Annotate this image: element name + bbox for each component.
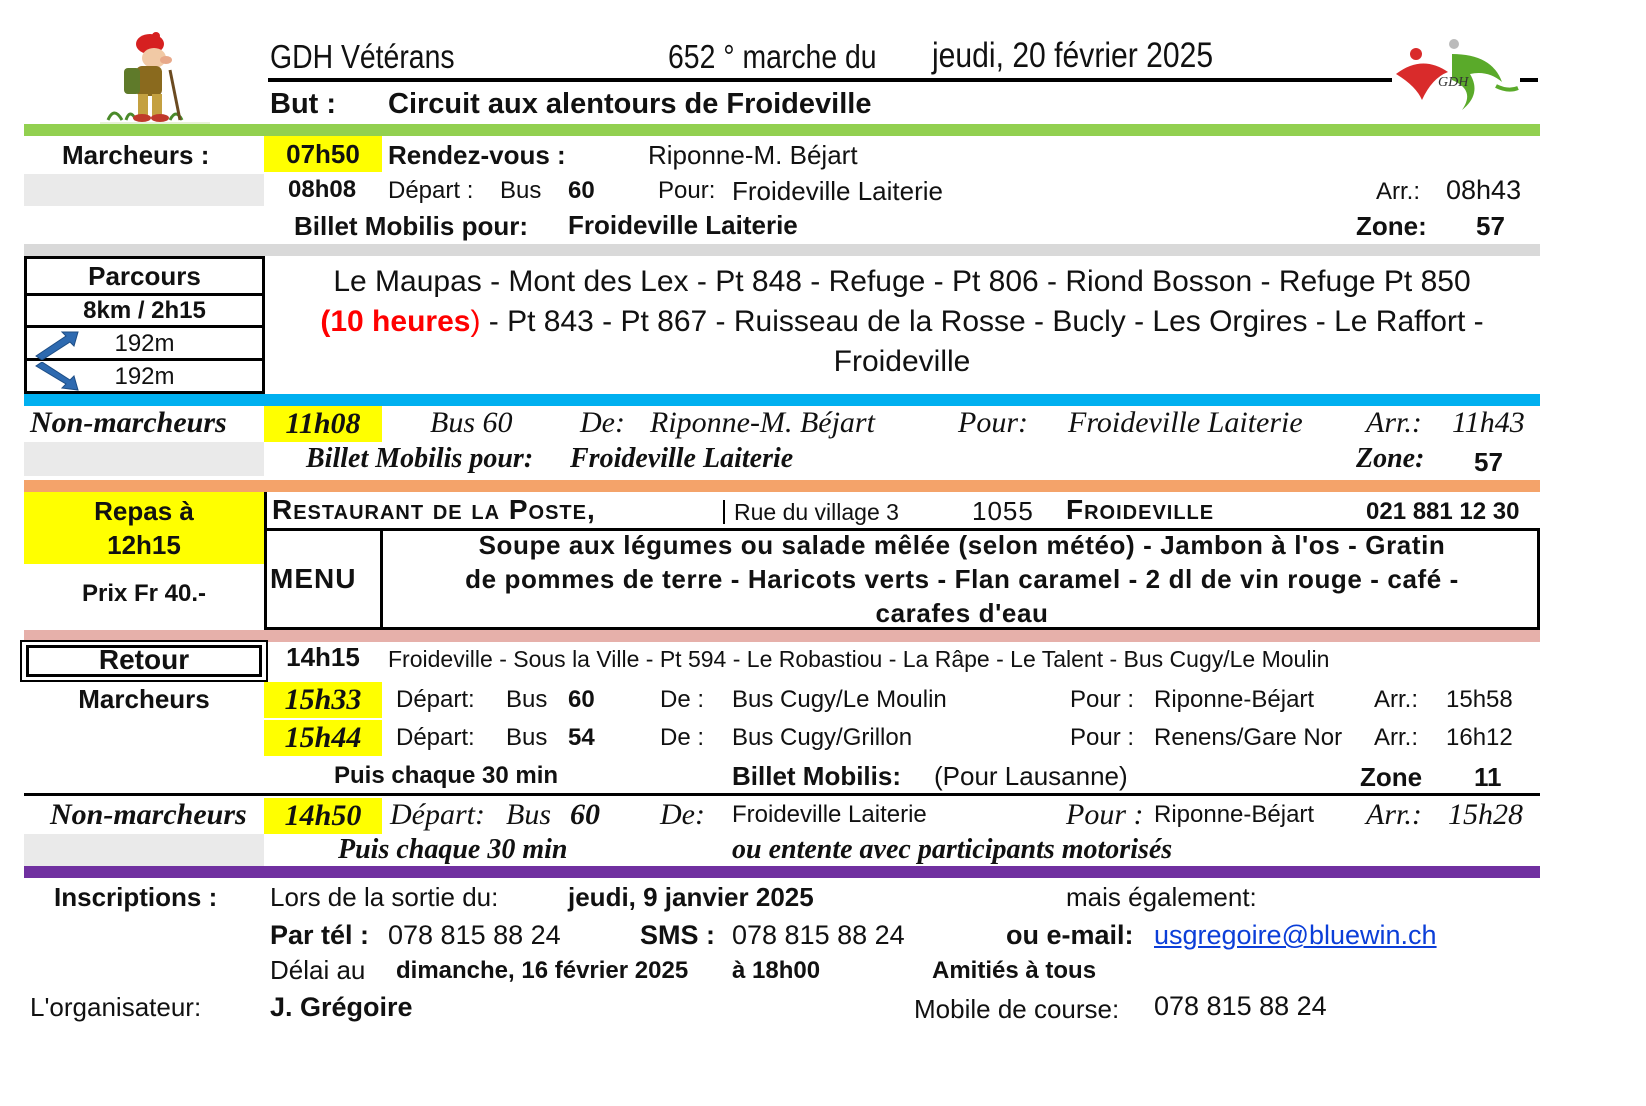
non-walkers-label: Non-marcheurs (30, 406, 227, 439)
section-divider-grey (24, 244, 1540, 256)
organizer-label: L'organisateur: (30, 992, 202, 1022)
to-label: Pour : (1070, 686, 1135, 713)
walk-date: jeudi, 20 février 2025 (932, 36, 1214, 75)
menu-line-1: Soupe aux légumes ou salade mêlée (selon météo) - Jambon à l'os - Gratin (478, 530, 1446, 560)
to-place: Riponne-Béjart (1154, 801, 1315, 828)
from-label: De : (660, 724, 705, 751)
goal-label: But : (270, 88, 337, 120)
arrival-label: Arr.: (1366, 406, 1422, 439)
route-line-1: Le Maupas - Mont des Lex - Pt 848 - Refuge - Pt 806 - Riond Bosson - Refuge Pt 850 (333, 265, 1471, 298)
restaurant-phone: 021 881 12 30 (1366, 498, 1520, 525)
meal-label: Repas à (94, 496, 194, 526)
non-walkers-bus: Bus 60 (430, 406, 513, 439)
from-place: Bus Cugy/Grillon (732, 724, 913, 751)
deadline-label: Délai au (270, 955, 366, 985)
to-place: Renens/Gare Nor (1154, 724, 1343, 751)
sms-label: SMS : (640, 920, 716, 950)
arrival-time: 15h28 (1448, 798, 1523, 831)
header-underline-end (1520, 78, 1538, 82)
walkers-label: Marcheurs : (62, 140, 210, 170)
sms-number: 078 815 88 24 (732, 920, 905, 950)
meal-time: 12h15 (107, 530, 181, 560)
restaurant-street: Rue du village 3 (734, 499, 899, 525)
arrival-time: 16h12 (1446, 724, 1513, 751)
arrival-label: Arr.: (1376, 178, 1421, 205)
from-label: De: (580, 406, 625, 439)
restaurant-town: Froideville (1066, 494, 1215, 525)
ticket-place: (Pour Lausanne) (934, 761, 1128, 791)
ticket-label: Billet Mobilis pour: (294, 211, 528, 241)
route-distance: 8km / 2h15 (83, 297, 206, 324)
ticket-label: Billet Mobilis pour: (306, 443, 534, 474)
from-place: Froideville Laiterie (732, 801, 927, 828)
from-place: Riponne-M. Béjart (650, 406, 875, 439)
grey-cell (24, 834, 264, 866)
route-line-3: Froideville (833, 345, 971, 378)
section-divider-purple (24, 866, 1540, 878)
goal-text: Circuit aux alentours de Froideville (388, 88, 872, 120)
return-route: Froideville - Sous la Ville - Pt 594 - Le Robastiou - La Râpe - Le Talent - Bus Cugy/Le Moulin (388, 646, 1330, 672)
grey-cell (24, 442, 264, 476)
zone-number: 57 (1474, 447, 1503, 477)
email-label: ou e-mail: (1006, 920, 1134, 950)
elevation-up: 192m (114, 330, 175, 357)
return-non-walkers-label: Non-marcheurs (50, 798, 247, 831)
to-label: Pour : (1070, 724, 1135, 751)
organizer-name: J. Grégoire (270, 992, 413, 1022)
arrival-time: 11h43 (1452, 406, 1525, 439)
logo-text: GDH (1438, 75, 1469, 90)
bus-label: Bus (506, 724, 548, 751)
deadline-date: dimanche, 16 février 2025 (396, 957, 689, 984)
walk-number: 652 ° marche du (668, 38, 877, 75)
meet-label: Rendez-vous : (388, 140, 566, 170)
tel-label: Par tél : (270, 920, 370, 950)
mobile-label: Mobile de course: (914, 994, 1120, 1024)
hiker-mascot (100, 28, 210, 130)
return-non-walkers-time: 14h50 (264, 798, 382, 834)
divider (24, 325, 265, 328)
route-title: Parcours (88, 261, 201, 291)
arrival-label: Arr.: (1374, 686, 1419, 713)
zone-label: Zone: (1356, 211, 1427, 241)
header-underline (268, 78, 1392, 82)
arrival-time: 08h43 (1446, 175, 1522, 205)
carpool-note: ou entente avec participants motorisés (732, 834, 1173, 865)
return-bus-time: 15h33 (264, 682, 382, 718)
to-place: Riponne-Béjart (1154, 686, 1315, 713)
registration-also: mais également: (1066, 882, 1257, 912)
route-line-2: (10 heures) - Pt 843 - Pt 867 - Ruisseau de la Rosse - Bucly - Les Orgires - Le Raffort - (320, 305, 1484, 338)
return-bus-time: 15h44 (264, 720, 382, 756)
section-divider-blue (24, 394, 1540, 406)
to-label: Pour : (1066, 798, 1144, 831)
route-start-time: (10 heures (320, 305, 471, 338)
non-walkers-time: 11h08 (264, 406, 382, 442)
meal-price: Prix Fr 40.- (81, 580, 207, 607)
bus-label: Bus (506, 686, 548, 713)
email-link[interactable]: usgregoire@bluewin.ch (1154, 920, 1437, 950)
restaurant-name: Restaurant de la Poste, (272, 494, 596, 525)
return-time: 14h15 (286, 642, 360, 672)
ticket-label: Billet Mobilis: (732, 761, 901, 791)
arrival-time: 15h58 (1446, 686, 1513, 713)
divider (24, 793, 1540, 796)
registration-during: Lors de la sortie du: (270, 882, 499, 912)
meet-place: Riponne-M. Béjart (648, 140, 858, 170)
departure-label: Départ: (396, 686, 475, 713)
to-place: Froideville Laiterie (732, 176, 943, 206)
deadline-time: à 18h00 (732, 957, 821, 984)
ticket-place: Froideville Laiterie (570, 443, 794, 474)
departure-label: Départ : (388, 177, 474, 204)
bus-label: Bus (500, 177, 542, 204)
frequency: Puis chaque 30 min (334, 762, 559, 789)
org-title: GDH Vétérans (270, 38, 455, 75)
gdh-logo (1392, 34, 1520, 116)
frequency: Puis chaque 30 min (338, 834, 568, 865)
menu-line-2: de pommes de terre - Haricots verts - Flan caramel - 2 dl de vin rouge - café - (465, 564, 1459, 594)
divider (723, 500, 725, 524)
menu-label: MENU (270, 563, 357, 594)
section-divider-green (24, 124, 1540, 136)
from-label: De : (660, 686, 705, 713)
zone-label: Zone: (1356, 443, 1425, 474)
ticket-place: Froideville Laiterie (568, 210, 798, 240)
bus-number: 60 (568, 177, 595, 204)
return-walkers-label: Marcheurs (78, 684, 210, 714)
restaurant-zip: 1055 (972, 496, 1034, 526)
to-label: Pour: (658, 177, 716, 204)
grey-cell (24, 174, 264, 206)
meet-time: 07h50 (264, 136, 382, 172)
menu-line-3: carafes d'eau (875, 598, 1049, 628)
bus-number: 60 (568, 686, 595, 713)
return-label: Retour (98, 644, 190, 675)
section-divider-orange (24, 480, 1540, 492)
ascent-arrow-icon (34, 330, 82, 360)
zone-number: 57 (1476, 211, 1505, 241)
mobile-number: 078 815 88 24 (1154, 991, 1327, 1021)
greeting: Amitiés à tous (932, 957, 1097, 984)
registration-label: Inscriptions : (54, 882, 218, 912)
bus-label: Bus (506, 798, 551, 831)
arrival-label: Arr.: (1374, 724, 1419, 751)
arrival-label: Arr.: (1366, 798, 1422, 831)
tel-number: 078 815 88 24 (388, 920, 561, 950)
to-place: Froideville Laiterie (1068, 406, 1303, 439)
registration-date: jeudi, 9 janvier 2025 (568, 882, 814, 912)
from-label: De: (660, 798, 705, 831)
elevation-down: 192m (114, 363, 175, 390)
to-label: Pour: (958, 406, 1028, 439)
bus-number: 54 (568, 724, 595, 751)
from-place: Bus Cugy/Le Moulin (732, 686, 947, 713)
divider (380, 528, 383, 630)
descent-arrow-icon (34, 362, 82, 392)
departure-label: Départ: (390, 798, 485, 831)
zone-number: 11 (1474, 762, 1502, 792)
zone-label: Zone (1360, 762, 1423, 792)
departure-label: Départ: (396, 724, 475, 751)
departure-time: 08h08 (288, 176, 357, 203)
divider (24, 293, 265, 296)
bus-number: 60 (570, 798, 600, 831)
